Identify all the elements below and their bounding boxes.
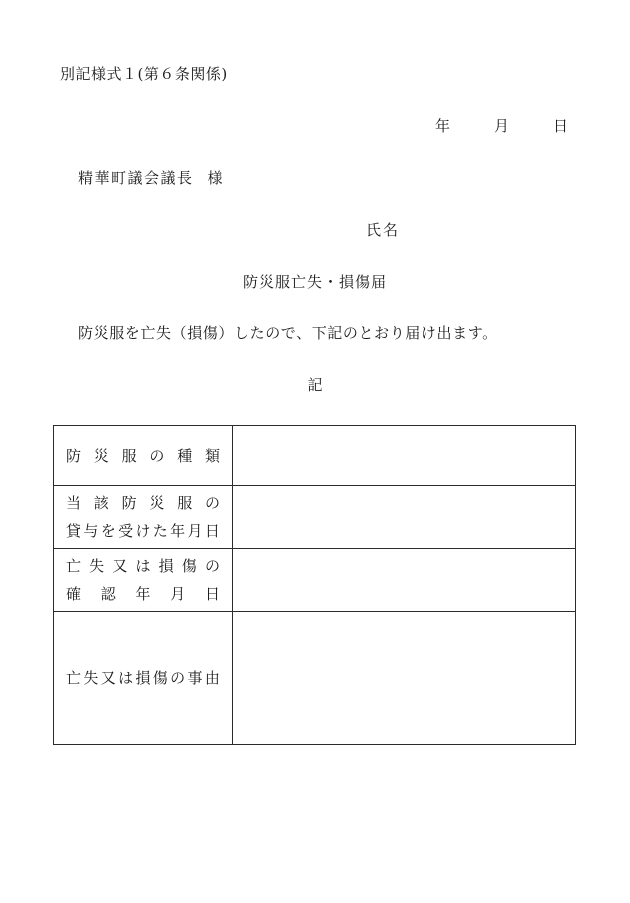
label-char: は xyxy=(135,557,151,575)
label-char: は xyxy=(118,669,134,687)
label-char: の xyxy=(204,557,220,575)
addressee-name: 精華町議会議長 xyxy=(78,169,194,187)
label-char: 傷 xyxy=(152,669,168,687)
label-char: 受 xyxy=(118,522,134,540)
row-label-uniform-type xyxy=(54,426,233,486)
detail-table xyxy=(53,425,576,745)
label-char: 類 xyxy=(204,446,220,465)
label-char: け xyxy=(135,522,151,540)
label-char: た xyxy=(152,522,168,540)
label-char: 損 xyxy=(135,669,151,687)
label-char: 月 xyxy=(187,522,203,540)
label-char: 月 xyxy=(170,585,186,603)
label-char: 事 xyxy=(187,669,203,687)
row-label-loan-date xyxy=(54,486,233,549)
table-row xyxy=(54,612,576,745)
label-char: 失 xyxy=(83,669,99,687)
date-day: 日 xyxy=(552,117,568,135)
statement-text: 防災服を亡失（損傷）したので、下記のとおり届け出ます。 xyxy=(78,324,498,342)
label-char: 確 xyxy=(66,585,82,603)
label-line xyxy=(54,517,232,545)
label-line xyxy=(54,489,232,517)
date-line xyxy=(435,116,568,136)
label-char: 防 xyxy=(66,446,82,465)
label-line xyxy=(54,442,232,470)
row-value-reason[interactable] xyxy=(233,612,576,745)
table-row xyxy=(54,486,576,549)
label-char: 災 xyxy=(149,494,165,512)
row-label-reason xyxy=(54,612,233,745)
label-char: 年 xyxy=(170,522,186,540)
label-char: を xyxy=(100,522,116,540)
label-char: 服 xyxy=(121,446,137,465)
label-char: 認 xyxy=(100,585,116,603)
label-char: の xyxy=(170,669,186,687)
addressee-honorific: 様 xyxy=(207,169,225,187)
label-char: 又 xyxy=(112,557,128,575)
label-char: 又 xyxy=(100,669,116,687)
label-char: 傷 xyxy=(181,557,197,575)
label-char: 貸 xyxy=(66,522,82,540)
label-char: 防 xyxy=(121,494,137,512)
label-char: 災 xyxy=(93,446,109,465)
row-value-loan-date[interactable] xyxy=(233,486,576,549)
label-char: 年 xyxy=(135,585,151,603)
date-month: 月 xyxy=(493,117,509,135)
label-char: 由 xyxy=(204,669,220,687)
label-char: の xyxy=(149,446,165,465)
table-row xyxy=(54,549,576,612)
label-char: の xyxy=(204,494,220,512)
label-char: 服 xyxy=(177,494,193,512)
applicant-name-label: 氏名 xyxy=(366,221,401,239)
row-label-confirm-date xyxy=(54,549,233,612)
label-line xyxy=(54,552,232,580)
label-char: 該 xyxy=(93,494,109,512)
label-char: 損 xyxy=(158,557,174,575)
label-char: 亡 xyxy=(66,669,82,687)
label-line xyxy=(54,580,232,608)
label-char: 日 xyxy=(204,585,220,603)
form-reference: 別記様式１(第６条関係) xyxy=(60,65,228,83)
label-char: 当 xyxy=(66,494,82,512)
date-year: 年 xyxy=(434,117,450,135)
label-char: 失 xyxy=(89,557,105,575)
label-char: 与 xyxy=(83,522,99,540)
table-row xyxy=(54,426,576,486)
label-char: 日 xyxy=(204,522,220,540)
label-char: 種 xyxy=(177,446,193,465)
addressee xyxy=(78,168,224,188)
label-char: 亡 xyxy=(66,557,82,575)
label-line xyxy=(54,664,232,692)
row-value-confirm-date[interactable] xyxy=(233,549,576,612)
document-title: 防災服亡失・損傷届 xyxy=(242,273,387,291)
ki-heading: 記 xyxy=(307,376,323,394)
row-value-uniform-type[interactable] xyxy=(233,426,576,486)
